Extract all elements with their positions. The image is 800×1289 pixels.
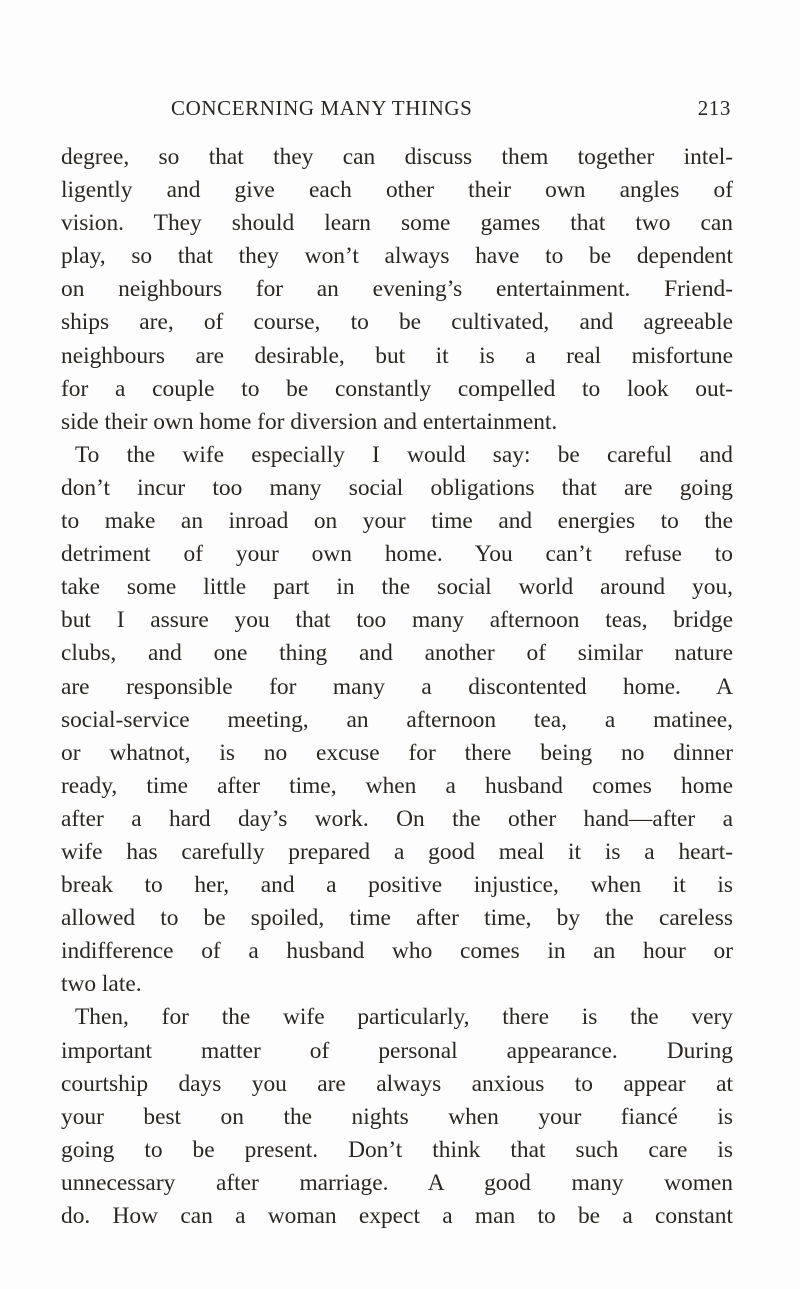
text-line: detriment of your own home. You can’t refuse to xyxy=(61,541,733,568)
text-line: allowed to be spoiled, time after time, by the careless xyxy=(61,905,733,932)
paragraph-start-line: To the wife especially I would say: be careful and xyxy=(75,441,733,468)
text-line: going to be present. Don’t think that such care is xyxy=(61,1136,733,1163)
text-line: for a couple to be constantly compelled to look out- xyxy=(61,375,733,402)
text-line: ligently and give each other their own angles of xyxy=(61,177,733,204)
text-line: break to her, and a positive injustice, when it is xyxy=(61,872,733,899)
text-line: are responsible for many a discontented home. A xyxy=(61,673,733,700)
text-line: clubs, and one thing and another of similar nature xyxy=(61,640,733,667)
page-number: 213 xyxy=(697,96,731,120)
text-line: neighbours are desirable, but it is a real misfortune xyxy=(61,342,733,369)
text-line: degree, so that they can discuss them together intel- xyxy=(61,144,733,170)
text-line: on neighbours for an evening’s entertainment. Friend- xyxy=(61,276,733,303)
text-line: or whatnot, is no excuse for there being no dinner xyxy=(61,739,733,766)
text-line: take some little part in the social world around you, xyxy=(61,574,733,601)
text-line: play, so that they won’t always have to be dependent xyxy=(61,243,733,270)
text-line: social-service meeting, an afternoon tea, a matinee, xyxy=(61,706,733,733)
body-text xyxy=(61,141,733,1233)
text-line: important matter of personal appearance. During xyxy=(61,1037,733,1064)
text-line: don’t incur too many social obligations that are going xyxy=(61,474,733,501)
text-line: but I assure you that too many afternoon teas, bridge xyxy=(61,607,733,634)
running-head xyxy=(171,96,731,128)
running-title: CONCERNING MANY THINGS xyxy=(171,96,473,120)
text-line: to make an inroad on your time and energies to the xyxy=(61,508,733,535)
text-line: courtship days you are always anxious to appear at xyxy=(61,1070,733,1097)
text-line: two late. xyxy=(61,971,142,998)
text-line: unnecessary after marriage. A good many women xyxy=(61,1169,733,1196)
text-line: ships are, of course, to be cultivated, and agreeable xyxy=(61,309,733,336)
text-line: do. How can a woman expect a man to be a constant xyxy=(61,1203,733,1229)
paragraph-start-line: Then, for the wife particularly, there is the very xyxy=(75,1004,733,1031)
text-line: ready, time after time, when a husband comes home xyxy=(61,772,733,799)
text-line: indifference of a husband who comes in an hour or xyxy=(61,938,733,965)
text-line: your best on the nights when your fiancé is xyxy=(61,1103,733,1130)
text-line: after a hard day’s work. On the other hand—after a xyxy=(61,805,733,832)
text-line: vision. They should learn some games that two can xyxy=(61,210,733,237)
text-line: side their own home for diversion and entertainment. xyxy=(61,408,558,435)
text-line: wife has carefully prepared a good meal it is a heart- xyxy=(61,838,733,865)
